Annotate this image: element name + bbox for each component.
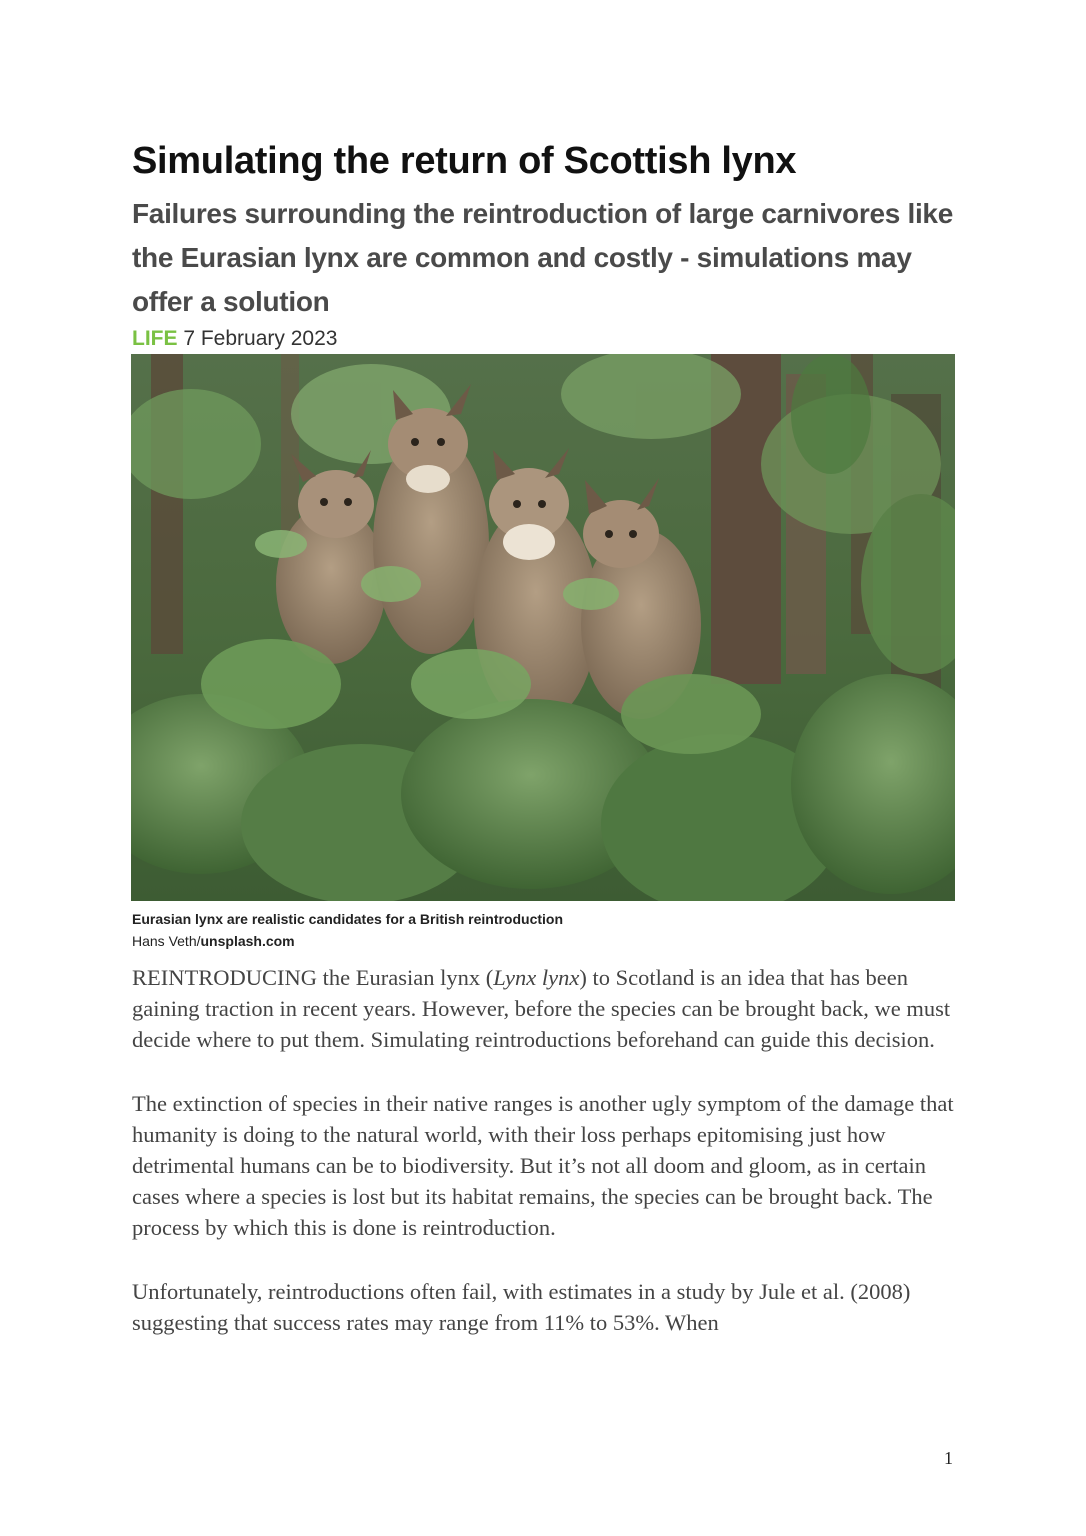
paragraph: The extinction of species in their native ranges is another ugly symptom of the damage that humanity is doing to the natural world, with their loss perhaps epitomising just how detrimental humans can be to biodiversity. But it’s not all doom and gloom, as in certain cases where a species is lost but its habitat remains, the species can be brought back. The process by which this is done is reintroduction. bbox=[132, 1091, 954, 1240]
article-subtitle: Failures surrounding the reintroduction of large carnivores like the Eurasian lynx are common and costly - simulations may offer a solution bbox=[132, 198, 953, 317]
paragraph-text: ) to Scotland is an idea that has been gaining traction in recent years. However, before the species can be brought back, we must decide where to put them. Simulating reintroductions beforehand can guide this decision. bbox=[132, 965, 951, 1052]
image-credit bbox=[132, 930, 956, 952]
paragraph-text: REINTRODUCING the Eurasian lynx ( bbox=[132, 965, 494, 990]
article-meta bbox=[132, 325, 337, 353]
lynx-family-photo bbox=[131, 354, 955, 901]
article-date: 7 February 2023 bbox=[183, 327, 338, 350]
section-label[interactable]: LIFE bbox=[132, 327, 178, 350]
credit-link[interactable]: unsplash.com bbox=[200, 933, 295, 949]
image-caption bbox=[132, 908, 956, 952]
paragraph: Unfortunately, reintroductions often fail, with estimates in a study by Jule et al. (2008) suggesting that success rates may range from 11% to 53%. When bbox=[132, 1279, 911, 1335]
article-body bbox=[132, 962, 962, 1371]
credit-name: Hans Veth/ bbox=[132, 933, 201, 949]
article-title: Simulating the return of Scottish lynx bbox=[132, 140, 797, 182]
paragraph bbox=[132, 962, 962, 1055]
caption-text: Eurasian lynx are realistic candidates for a British reintroduction bbox=[132, 911, 564, 927]
page-number: 1 bbox=[944, 1448, 953, 1468]
species-name: Lynx lynx bbox=[493, 965, 580, 990]
